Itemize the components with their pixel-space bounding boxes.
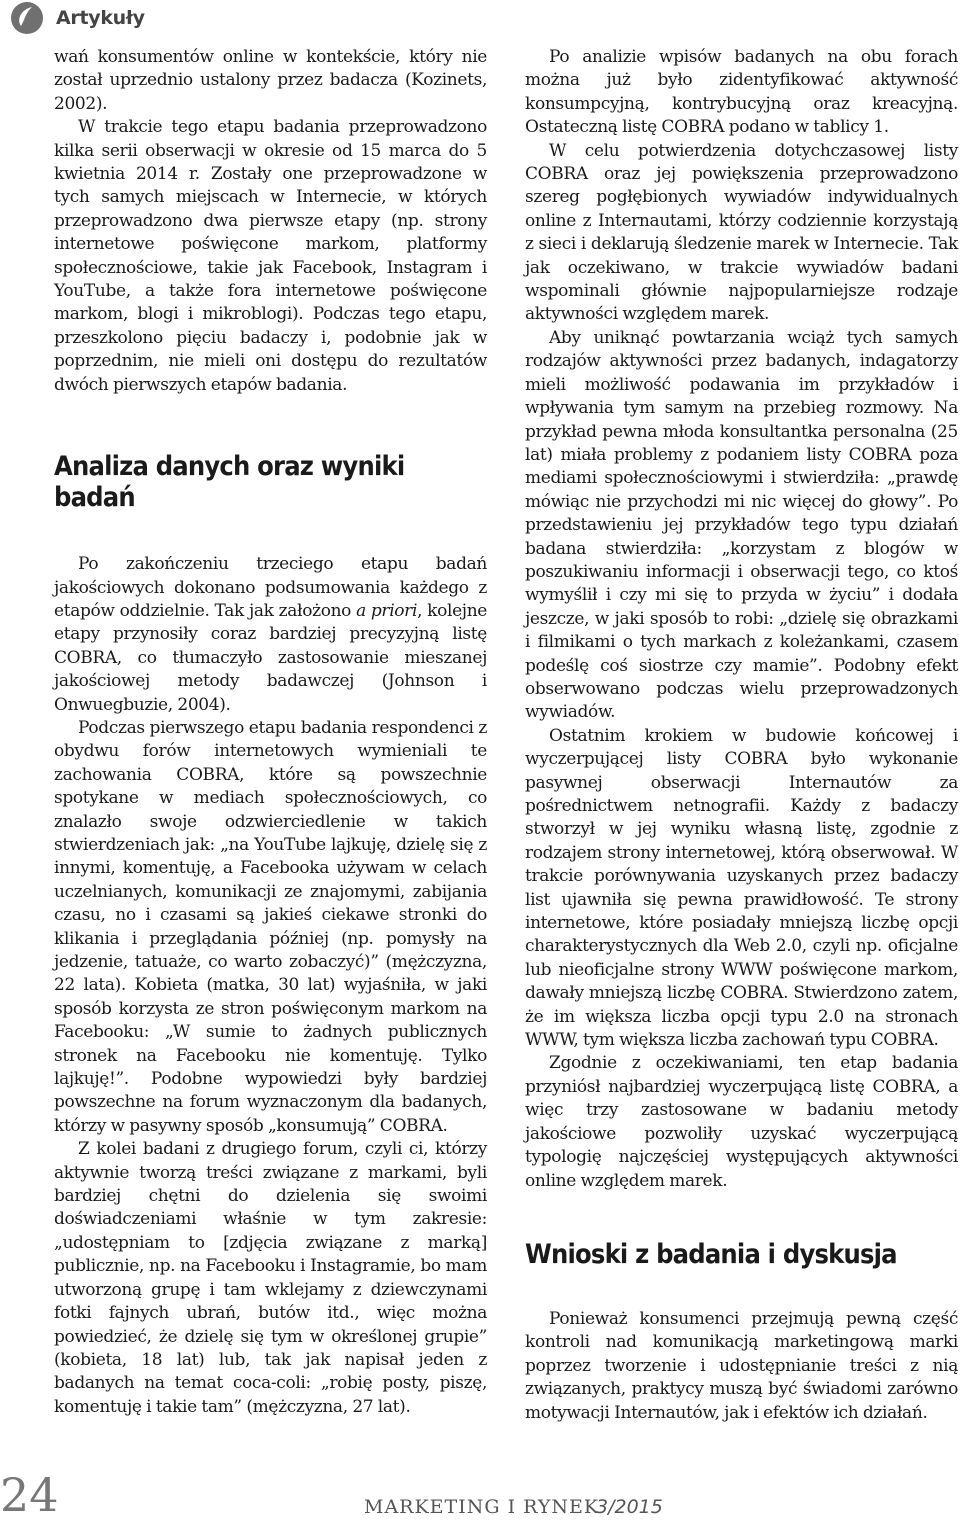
paragraph: Ostatnim krokiem w budowie końcowej i wyczerpującej listy COBRA było wykonanie pasywnej obserwacji Internautów za pośrednictwem netnografii. Każdy z badaczy stworzył w jej wyniku własną listę, zgodnie z rodzajem strony internetowej, którą obserwował. W trakcie porównywania uzyskanych przez badaczy list ujawniła się pewna prawidłowość. Te strony internetowe, które posiadały mniejszą liczbę opcji charakterystycznych dla Web 2.0, czyli np. oficjalne lub nieoficjalne strony WWW poświęcone markom, dawały mniejszą liczbę COBRA. Stwierdzono zatem, że im większa liczba opcji typu 2.0 na stronach WWW, tym większa liczba zachowań typu COBRA.	[525, 725, 958, 1051]
paragraph: Po zakończeniu trzeciego etapu badań jakościowych dokonano podsumowania każdego z etapów oddzielnie. Tak jak założono a priori, kolejne etapy przynosiły coraz bardziej precyzyjną listę COBRA, co tłumaczyło zastosowanie mieszanej jakościowej metody badawczej (Johnson i Onwuegbuzie, 2004).	[54, 554, 488, 715]
section-heading: Analiza danych oraz wyniki badań	[54, 451, 405, 514]
paragraph: Po analizie wpisów badanych na obu forach można już było zidentyfikować aktywność konsumpcyjną, kontrybucyjną oraz kreacyjną. Ostateczną listę COBRA podano w tablicy 1.	[525, 47, 958, 138]
right-column	[525, 46, 958, 1425]
paragraph: W trakcie tego etapu badania przeprowadzono kilka serii obserwacji w okresie od 15 marca do 5 kwietnia 2014 r. Zostały one przeprowadzone w tych samych miejscach w Internecie, w których przeprowadzono dwa pierwsze etapy (np. strony internetowe poświęcone markom, platformy społecznościowe, takie jak Facebook, Instagram i YouTube, a także fora internetowe poświęcone markom, blogi i mikroblogi). Podczas tego etapu, przeszkolono pięciu badaczy i, podobnie jak w poprzednim, nie mieli oni dostępu do rezultatów dwóch pierwszych etapów badania.	[54, 117, 487, 395]
paragraph: Z kolei badani z drugiego forum, czyli ci, którzy aktywnie tworzą treści związane z markami, byli bardziej chętni do dzielenia się swoimi doświadczeniami właśnie w tym zakresie: „udostępniam to [zdjęcia związane z marką] publicznie, np. na Facebooku i Instagramie, bo mam utworzoną grupę i tam wklejamy z dziewczynami fotki fajnych ubrań, butów itd., więc można powiedzieć, że dzielę się tym w określonej grupie” (kobieta, 18 lat) lub, tak jak napisał jeden z badanych na temat coca-coli: „robię posty, piszę, komentuję i takie tam” (mężczyzna, 27 lat).	[54, 1139, 487, 1417]
section-title: Artykuły	[56, 7, 145, 29]
magazine-name: MARKETING I RYNEK	[364, 1496, 600, 1518]
issue-number: 3/2015	[596, 1496, 663, 1518]
left-column	[54, 46, 487, 1419]
paragraph: Aby uniknąć powtarzania wciąż tych samych rodzajów aktywności przez badanych, indagatorzy mieli możliwość podawania im przykładów i wpływania tym samym na przebieg rozmowy. Na przykład pewna młoda konsultantka personalna (25 lat) miała problemy z podaniem listy COBRA poza mediami społecznościowymi i stwierdziła: „prawdę mówiąc nie przychodzi mi nic więcej do głowy”. Po przedstawieniu jej przykładów tego typu działań badana stwierdziła: „korzystam z blogów w poszukiwaniu informacji i obserwacji tego, co ktoś wymyślił i czy mi się to przyda w życiu” i dodała jeszcze, w jaki sposób to robi: „dzielę się obrazkami i filmikami o tych markach z koleżankami, czasem podeślę coś siostrze czy mamie”. Podobny efekt obserwowano podczas wielu przeprowadzonych wywiadów.	[525, 327, 958, 723]
page-number: 24	[0, 1468, 59, 1522]
section-header	[10, 0, 145, 36]
paragraph: Podczas pierwszego etapu badania respondenci z obydwu forów internetowych wymieniali te zachowania COBRA, które są powszechnie spotykane w mediach społecznościowych, co znalazło swoje odzwierciedlenie w takich stwierdzeniach jak: „na YouTube lajkuję, dzielę się z innymi, komentuję, a Facebooka używam w celach uczelnianych, komunikacji ze znajomymi, zabijania czasu, no i czasami są jakieś ciekawe stronki do klikania i przeglądania później (np. pomysły na jedzenie, tatuaże, co warto zobaczyć)” (mężczyzna, 22 lata). Kobieta (matka, 30 lat) wyjaśniła, w jaki sposób korzysta ze stron poświęconym markom na Facebooku: „W sumie to żadnych publicznych stronek na Facebooku nie komentuję. Tylko lajkuję!”. Podobne wypowiedzi były bardziej powszechne na forum wyznaczonym dla badanych, którzy w pasywny sposób „konsumują” COBRA.	[54, 717, 487, 1136]
paragraph: W celu potwierdzenia dotychczasowej listy COBRA oraz jej powiększenia przeprowadzono szereg pogłębionych wywiadów indywidualnych online z Internautami, którzy codziennie korzystają z sieci i deklarują śledzenie marek w Internecie. Tak jak oczekiwano, w trakcie wywiadów badani wspominali głównie najpopularniejsze rodzaje aktywności względem marek.	[525, 140, 958, 325]
paragraph: wań konsumentów online w kontekście, który nie został uprzednio ustalony przez badacza (Kozinets, 2002).	[54, 47, 487, 114]
paragraph: Ponieważ konsumenci przejmują pewną część kontroli nad komunikacją marketingową marki poprzez tworzenie i udostępnianie treści z nią związanych, praktycy muszą być świadomi zarówno motywacji Internautów, jak i efektów ich działań.	[525, 1308, 958, 1423]
section-heading: Wnioski z badania i dyskusja	[525, 1238, 897, 1270]
section-logo-icon	[10, 1, 44, 35]
paragraph: Zgodnie z oczekiwaniami, ten etap badania przyniósł najbardziej wyczerpującą listę COBRA, a więc trzy zastosowane w badaniu metody jakościowe pozwoliły uzyskać wyczerpującą typologię najczęściej występujących aktywności online względem marek.	[525, 1053, 958, 1191]
